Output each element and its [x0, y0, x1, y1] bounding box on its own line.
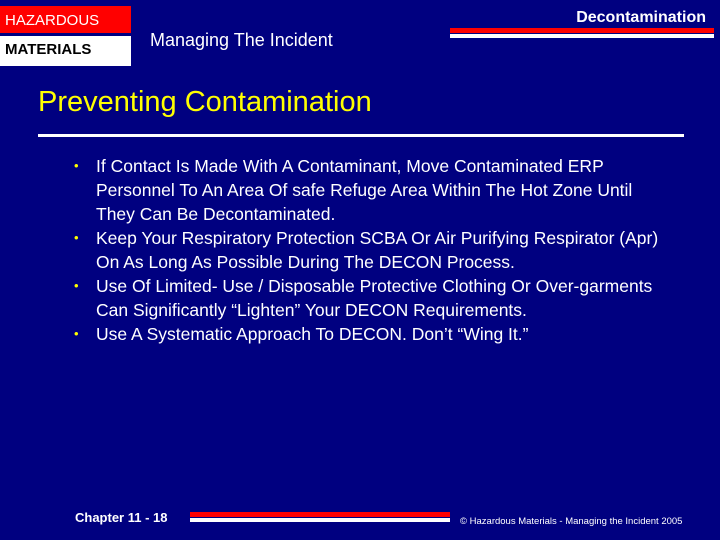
- slide-title: Preventing Contamination: [38, 86, 372, 118]
- footer-stripe-white: [190, 518, 450, 522]
- chapter-page-number: Chapter 11 - 18: [75, 510, 168, 525]
- bullet-item: [74, 274, 664, 322]
- bullet-item: [74, 154, 664, 226]
- bullet-dot-icon: •: [74, 278, 79, 293]
- bullet-dot-icon: •: [74, 326, 79, 341]
- section-title: Decontamination: [576, 9, 706, 26]
- bullet-item: [74, 322, 664, 346]
- title-underline: [38, 134, 684, 137]
- header-stripe-white: [450, 34, 714, 38]
- copyright-notice: © Hazardous Materials - Managing the Incident 2005: [460, 516, 683, 527]
- bullet-text: Use A Systematic Approach To DECON. Don’t “Wing It.”: [96, 324, 529, 344]
- materials-label: MATERIALS: [0, 36, 131, 66]
- header-stripe-red: [450, 28, 714, 33]
- bullet-text: Keep Your Respiratory Protection SCBA Or Air Purifying Respirator (Apr) On As Long As Possible During The DECON Process.: [96, 228, 659, 272]
- bullet-text: If Contact Is Made With A Contaminant, Move Contaminated ERP Personnel To An Area Of safe Refuge Area Within The Hot Zone Until They Can Be Decontaminated.: [96, 156, 633, 224]
- footer-stripe-red: [190, 512, 450, 517]
- bullet-list: [74, 154, 664, 346]
- bullet-text: Use Of Limited- Use / Disposable Protective Clothing Or Over-garments Can Significantly “Lighten” Your DECON Requirements.: [96, 276, 653, 320]
- hazardous-label: HAZARDOUS: [0, 6, 131, 33]
- bullet-dot-icon: •: [74, 230, 79, 245]
- bullet-item: [74, 226, 664, 274]
- bullet-dot-icon: •: [74, 158, 79, 173]
- header-subtitle: Managing The Incident: [150, 30, 333, 50]
